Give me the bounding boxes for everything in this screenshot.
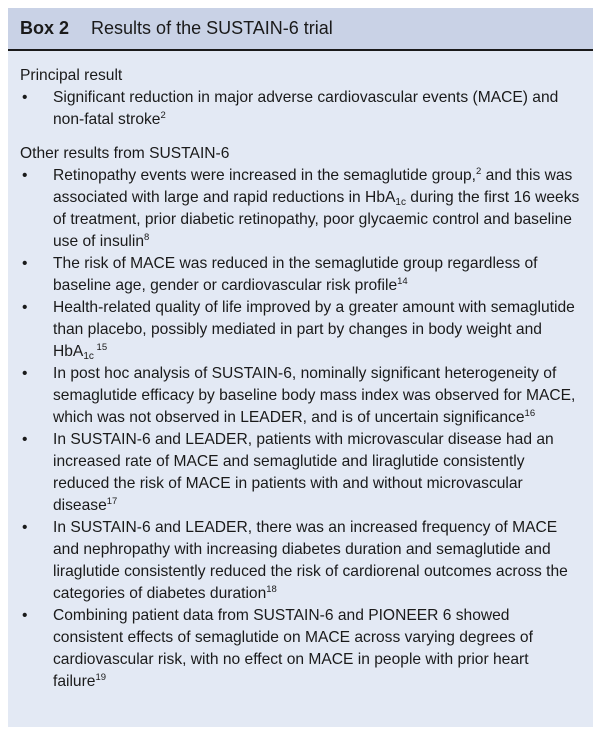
bullet-icon: • [22, 299, 28, 316]
bullet-icon: • [22, 607, 28, 624]
bullet-icon: • [22, 365, 28, 382]
subscript: 1c [395, 197, 406, 208]
item-text: In post hoc analysis of SUSTAIN-6, nominally significant heterogeneity of semaglutide efficacy by baseline body mass index was observed for MACE, which was not observed in LEADER, and is of uncertain significance [53, 365, 576, 426]
results-box [8, 8, 593, 727]
list-item [20, 297, 581, 363]
list-item [20, 165, 581, 253]
bullet-icon: • [22, 167, 28, 184]
item-text: Retinopathy events were increased in the semaglutide group, [53, 167, 477, 184]
box-title: Results of the SUSTAIN-6 trial [91, 18, 333, 38]
item-text: during the first 16 weeks of treatment, prior diabetic retinopathy, poor glycaemic control and baseline use of insulin [53, 189, 580, 250]
bullet-icon: • [22, 519, 28, 536]
reference-marker: 18 [266, 584, 277, 595]
list-item [20, 363, 581, 429]
subscript: 1c [83, 351, 94, 362]
item-text: In SUSTAIN-6 and LEADER, patients with microvascular disease had an increased rate of MACE and semaglutide and liraglutide consistently reduced the risk of MACE in patients with and without microvascular disease [53, 431, 554, 514]
reference-marker: 19 [95, 672, 107, 683]
principal-result-heading: Principal result [20, 67, 123, 84]
list-item [20, 429, 581, 517]
box-header [8, 8, 593, 51]
reference-marker: 8 [144, 232, 150, 243]
box-label: Box 2 [20, 18, 70, 38]
box-body [8, 51, 593, 693]
list-item [20, 87, 581, 131]
item-text: In SUSTAIN-6 and LEADER, there was an increased frequency of MACE and nephropathy with increasing diabetes duration and semaglutide and liraglutide consistently reduced the risk of cardiorenal outcomes across the categories of diabetes duration [53, 519, 568, 602]
reference-marker: 2 [476, 166, 482, 177]
list-item [20, 605, 581, 693]
other-results-list [20, 165, 581, 693]
bullet-icon: • [22, 89, 28, 106]
bullet-icon: • [22, 431, 28, 448]
other-results-heading: Other results from SUSTAIN-6 [20, 145, 230, 162]
principal-result-list [20, 87, 581, 131]
reference-marker: 16 [524, 408, 536, 419]
item-text: The risk of MACE was reduced in the semaglutide group regardless of baseline age, gender or cardiovascular risk profile [53, 255, 538, 294]
reference-marker: 14 [397, 276, 408, 287]
item-text: Significant reduction in major adverse cardiovascular events (MACE) and non-fatal stroke [53, 89, 559, 128]
reference-marker: 17 [106, 496, 118, 507]
list-item [20, 253, 581, 297]
reference-marker: 2 [160, 110, 166, 121]
item-text: Health-related quality of life improved by a greater amount with semaglutide than placebo, possibly mediated in part by changes in body weight and HbA [53, 299, 575, 360]
list-item [20, 517, 581, 605]
item-text: Combining patient data from SUSTAIN-6 and PIONEER 6 showed consistent effects of semaglutide on MACE across varying degrees of cardiovascular risk, with no effect on MACE in people with prior heart failure [53, 607, 533, 690]
bullet-icon: • [22, 255, 28, 272]
item-text: and this was associated with large and rapid reductions in HbA [53, 167, 573, 206]
reference-marker: 15 [93, 342, 108, 353]
